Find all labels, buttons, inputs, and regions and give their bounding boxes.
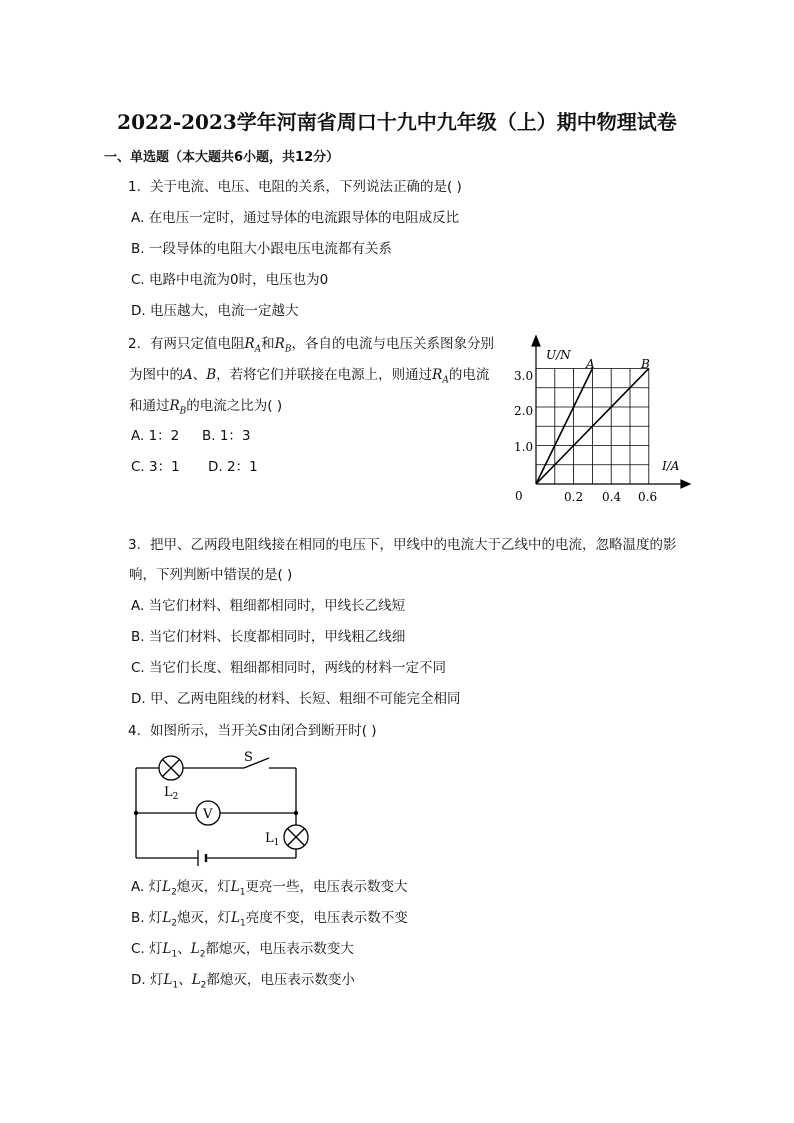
q4-number: 4. <box>128 723 141 739</box>
y-tick-3: 3.0 <box>514 369 534 383</box>
x-tick-2: 0.4 <box>602 490 622 504</box>
x-tick-1: 0.2 <box>564 490 584 504</box>
q1-option-c: C. 电路中电流为0时，电压也为0 <box>131 272 329 288</box>
q3-line-2: 响，下列判断中错误的是( ) <box>129 567 293 583</box>
lamp-l1-label: $L_1$ <box>265 831 280 848</box>
q4-option-a: A. 灯$L_2$熄灭，灯$L_1$更亮一些，电压表示数变大 <box>131 879 408 898</box>
q2-line-1: 有两只定值电阻$R_A$和$R_B$，各自的电流与电压关系图象分别 <box>150 336 494 355</box>
q1-option-d: D. 电压越大，电流一定越大 <box>131 303 299 319</box>
q1-stem: 关于电流、电压、电阻的关系，下列说法正确的是( ) <box>150 179 462 195</box>
line-b-label: B <box>641 357 650 371</box>
q1-option-a: A. 在电压一定时，通过导体的电流跟导体的电阻成反比 <box>131 210 460 226</box>
circuit-diagram <box>126 746 316 871</box>
section-heading: 一、单选题（本大题共6小题，共12分） <box>104 150 340 165</box>
line-a-label: A <box>586 357 595 371</box>
q2-number: 2. <box>128 336 141 352</box>
q3-number: 3. <box>128 537 141 553</box>
q3-line-1: 把甲、乙两段电阻线接在相同的电压下，甲线中的电流大于乙线中的电流，忽略温度的影 <box>150 537 677 553</box>
y-axis-arrow <box>532 336 540 346</box>
q4-stem: 如图所示，当开关S由闭合到断开时( ) <box>150 723 377 739</box>
page-title: 2022-2023学年河南省周口十九中九年级（上）期中物理试卷 <box>117 110 677 134</box>
q1-option-b: B. 一段导体的电阻大小跟电压电流都有关系 <box>131 241 392 257</box>
q2-line-2: 为图中的A、B，若将它们并联接在电源上，则通过$R_A$的电流 <box>129 367 490 386</box>
q4-option-d: D. 灯$L_1$、$L_2$都熄灭，电压表示数变小 <box>131 972 355 991</box>
q4-option-b: B. 灯$L_2$熄灭，灯$L_1$亮度不变，电压表示数不变 <box>131 910 408 929</box>
q3-option-d: D. 甲、乙两电阻线的材料、长短、粗细不可能完全相同 <box>131 691 461 707</box>
q2-line-3: 和通过$R_B$的电流之比为( ) <box>129 398 283 417</box>
voltmeter-label: V <box>203 807 213 822</box>
switch-label: S <box>244 750 253 765</box>
q2-option-b: B. 1：3 <box>202 428 251 444</box>
origin-label: 0 <box>515 489 523 503</box>
q4-option-c: C. 灯$L_1$、$L_2$都熄灭，电压表示数变大 <box>131 941 354 960</box>
q2-option-c: C. 3：1 <box>131 459 180 475</box>
x-axis-arrow <box>681 480 690 488</box>
lamp-l2-label: $L_2$ <box>164 785 179 802</box>
junction-left <box>134 811 138 815</box>
junction-right <box>294 811 298 815</box>
q1-number: 1. <box>128 179 141 195</box>
q2-option-d: D. 2：1 <box>208 459 258 475</box>
y-tick-1: 1.0 <box>514 440 534 454</box>
q3-option-a: A. 当它们材料、粗细都相同时，甲线长乙线短 <box>131 598 406 614</box>
y-axis-label: U/N <box>546 348 571 362</box>
x-tick-3: 0.6 <box>638 490 658 504</box>
y-tick-2: 2.0 <box>514 404 534 418</box>
q2-option-a: A. 1：2 <box>131 428 180 444</box>
x-axis-label: I/A <box>662 459 680 473</box>
q3-option-b: B. 当它们材料、长度都相同时，甲线粗乙线细 <box>131 629 406 645</box>
q3-option-c: C. 当它们长度、粗细都相同时，两线的材料一定不同 <box>131 660 447 676</box>
ui-graph <box>500 330 700 510</box>
